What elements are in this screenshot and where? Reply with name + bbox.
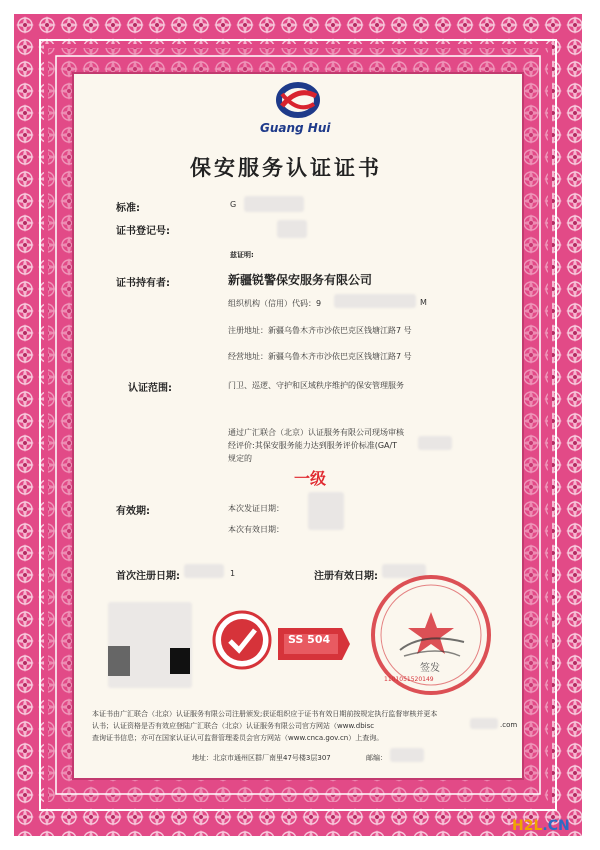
footer-postcode: 邮编：: [366, 754, 387, 762]
redacted-area: [390, 748, 424, 762]
first-reg-date-label: 首次注册日期:: [116, 571, 180, 582]
standard-value: G: [230, 200, 237, 209]
registered-address: 注册地址：新疆乌鲁木齐市沙依巴克区钱塘江路7 号: [228, 326, 412, 335]
assessment-line-2: 经评价:其保安服务能力达到服务评价标准(GA/T: [228, 441, 398, 450]
operating-address: 经营地址：新疆乌鲁木齐市沙依巴克区钱塘江路7 号: [228, 352, 412, 361]
cert-reg-no-label: 证书登记号:: [116, 226, 170, 237]
redacted-area: [418, 436, 452, 450]
first-reg-date-suffix: 1: [230, 569, 236, 578]
guanghui-logo-icon: [268, 76, 328, 121]
scope-label: 认证范围:: [128, 383, 172, 394]
footer-line-2: 认书；认证资格是否有效应登陆广汇联合（北京）认证服务有限公司官方网站（www.dbisc: [92, 722, 375, 730]
logo-brand-text: Guang Hui: [260, 121, 331, 135]
validity-label: 有效期:: [116, 506, 150, 517]
org-code: 组织机构（信用）代码：9: [228, 299, 322, 308]
holder-label: 证书持有者:: [116, 278, 170, 289]
certificate-title: 保安服务认证证书: [190, 156, 382, 180]
h2l-watermark: [512, 818, 570, 834]
issue-date-label: 本次发证日期：: [228, 504, 284, 513]
cert-verify-text: 兹证明:: [230, 251, 254, 259]
redacted-area: [244, 196, 304, 212]
certification-mark-icon: [212, 610, 272, 670]
seal-sign-text: 签发: [420, 663, 440, 674]
ss-badge-text: SS 504: [288, 633, 331, 646]
redacted-area: [470, 718, 498, 729]
level-text: 一级: [294, 469, 327, 488]
redacted-area: [334, 294, 416, 308]
redacted-block: [170, 648, 190, 674]
standard-label: 标准:: [116, 203, 140, 214]
certificate-body: [72, 72, 524, 780]
org-code-suffix: M: [420, 298, 427, 307]
watermark-cn: .CN: [542, 818, 570, 834]
footer-line-1: 本证书由广汇联合（北京）认证服务有限公司注册颁发;获证组织应于证书有效日期前按规定执行监督审核并更本: [92, 710, 438, 718]
company-name: 新疆锐警保安服务有限公司: [228, 273, 373, 287]
redacted-area: [184, 564, 224, 578]
valid-date-label: 本次有效日期：: [228, 525, 284, 534]
redacted-block: [108, 646, 130, 676]
seal-number: 1101051520149: [384, 676, 434, 683]
redacted-area: [308, 492, 344, 530]
footer-line-3: 查询证书信息；亦可在国家认证认可监督管理委员会官方网站（www.cnca.gov.cn）上查询。: [92, 734, 384, 742]
assessment-line-1: 通过广汇联合（北京）认证服务有限公司现场审核: [228, 428, 404, 437]
assessment-line-3: 规定的: [228, 454, 252, 463]
reg-valid-date-label: 注册有效日期:: [314, 571, 378, 582]
footer-address: 地址：北京市通州区群厂南里47号楼3层307: [192, 754, 331, 762]
scope-text: 门卫、巡逻、守护和区域秩序维护的保安管理服务: [228, 381, 404, 390]
redacted-area: [277, 220, 307, 238]
footer-line-2-suffix: .com: [500, 721, 518, 729]
watermark-h2l: H2L: [512, 818, 543, 834]
